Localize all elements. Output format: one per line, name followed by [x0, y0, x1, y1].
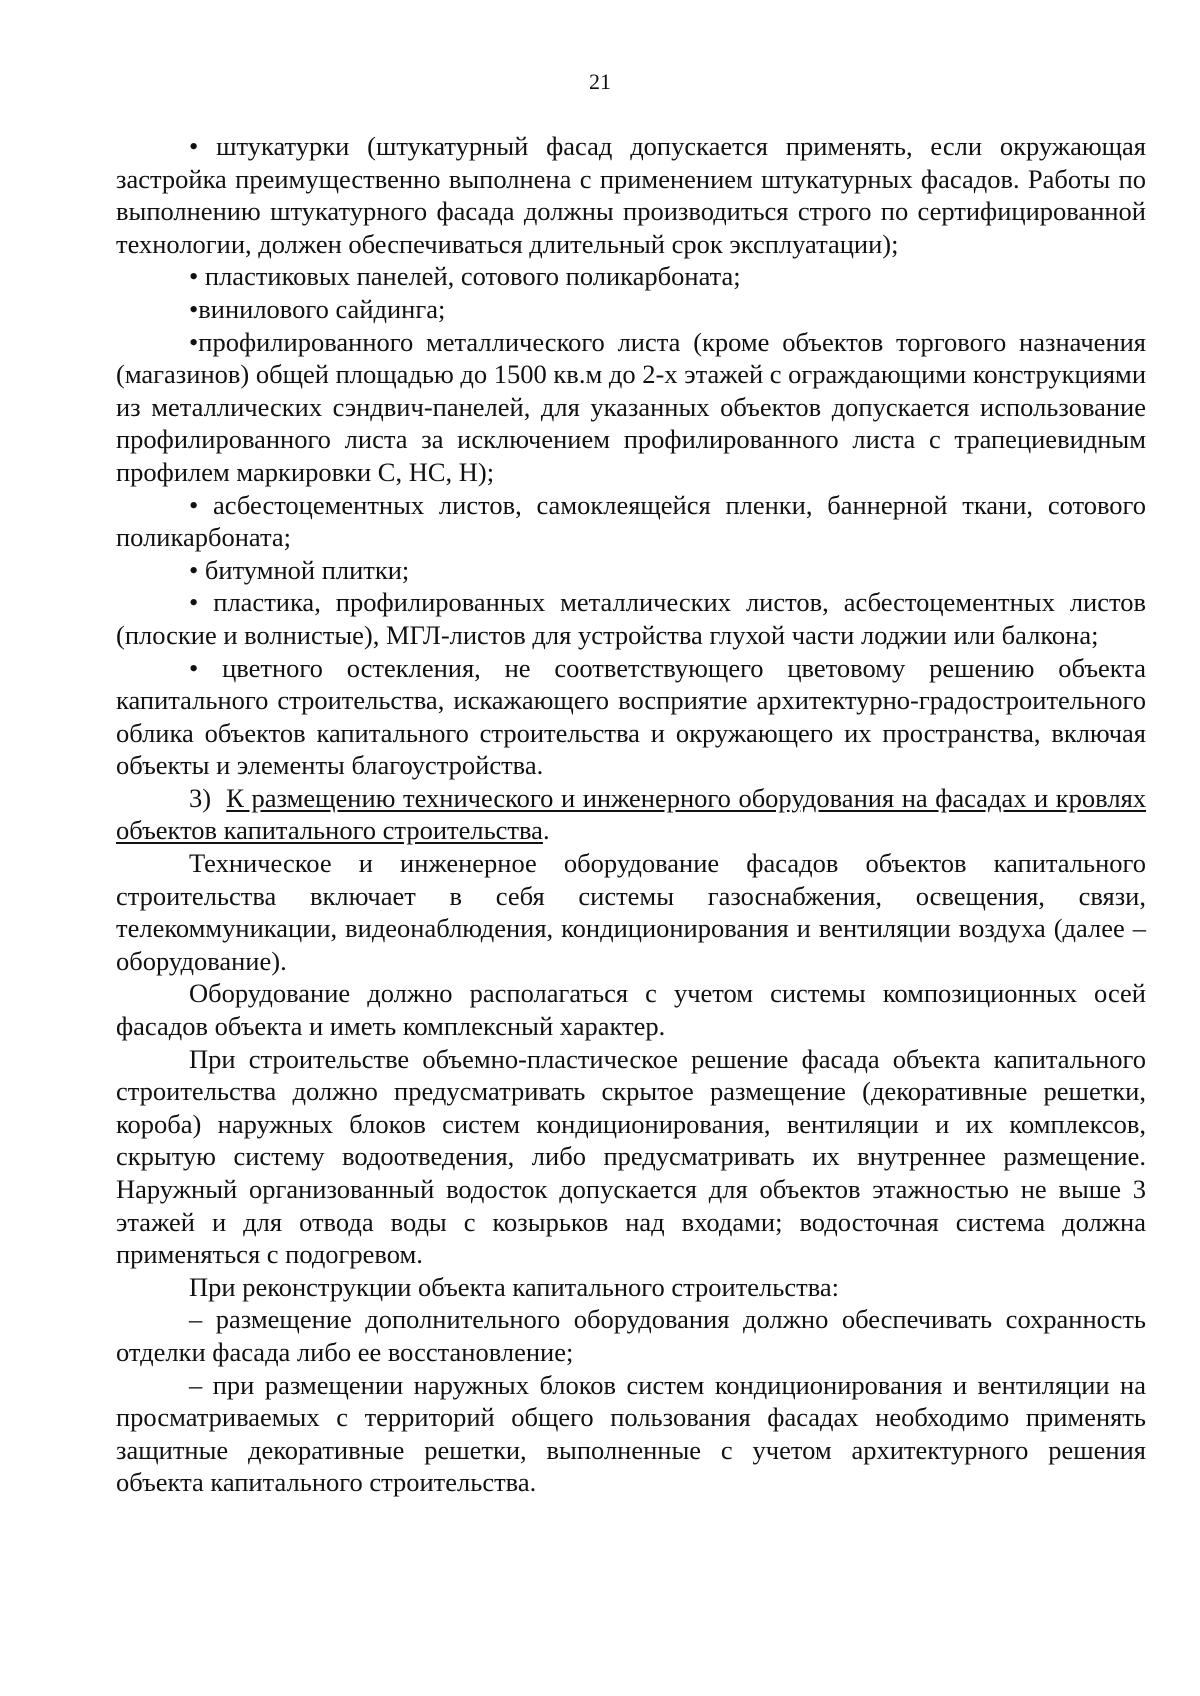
document-body: [116, 130, 1146, 1499]
page-number: 21: [589, 69, 611, 94]
paragraph-construction-hidden: При строительстве объемно-пластическое решение фасада объекта капитального строительства должно предусматривать скрытое размещение (декоративные решетки, короба) наружных блоков систем кондиционирования, вентиляции и их комплексов, скрытую систему водоотведения, либо предусматривать их внутреннее размещение. Наружный организованный водосток допускается для объектов этажностью не выше 3 этажей и для отвода воды с козырьков над входами; водосточная система должна применяться с подогревом.: [116, 1043, 1146, 1270]
paragraph-equipment-axes: Оборудование должно располагаться с учетом системы композиционных осей фасадов объекта и иметь комплексный характер.: [116, 978, 1146, 1042]
paragraph-bitumen-tile: • битумной плитки;: [189, 554, 410, 585]
section-heading-text: К размещению технического и инженерного оборудования на фасадах и кровлях объектов капитального строительства: [116, 782, 1147, 846]
paragraph-plastic-panels: • пластиковых панелей, сотового поликарбоната;: [189, 261, 741, 292]
paragraph-plaster: • штукатурки (штукатурный фасад допускается применять, если окружающая застройка преимущественно выполнена с применением штукатурных фасадов. Работы по выполнению штукатурного фасада должны производиться строго по сертифицированной технологии, должен обеспечиваться длительный срок эксплуатации);: [116, 131, 1146, 259]
paragraph-equipment-definition: Техническое и инженерное оборудование фасадов объектов капитального строительства включает в себя системы газоснабжения, освещения, связи, телекоммуникации, видеонаблюдения, кондиционирования и вентиляции воздуха (далее – оборудование).: [116, 848, 1146, 976]
paragraph-asbestos-sheets: • асбестоцементных листов, самоклеящейся пленки, баннерной ткани, сотового поликарбоната;: [116, 489, 1146, 553]
paragraph-profiled-sheet: •профилированного металлического листа (кроме объектов торгового назначения (магазинов) общей площадью до 1500 кв.м до 2-х этажей с ограждающими конструкциями из металлических сэндвич-панелей, для указанных объектов допускается использование профилированного листа за исключением профилированного листа с трапециевидным профилем маркировки С, НС, Н);: [116, 326, 1146, 487]
paragraph-plastic-loggia: • пластика, профилированных металлических листов, асбестоцементных листов (плоские и волнистые), МГЛ-листов для устройства глухой части лоджии или балкона;: [116, 587, 1146, 650]
paragraph-reconstruction-item-2: – при размещении наружных блоков систем кондиционирования и вентиляции на просматриваемых с территорий общего пользования фасадах необходимо применять защитные декоративные решетки, выполненные с учетом архитектурного решения объекта капитального строительства.: [116, 1369, 1146, 1498]
section-heading-end: .: [542, 815, 550, 846]
paragraph-colored-glazing: • цветного остекления, не соответствующего цветовому решению объекта капитального строительства, искажающего восприятие архитектурно-градостроительного облика объектов капитального строительства и окружающего их пространства, включая объекты и элементы благоустройства.: [116, 652, 1146, 781]
section-heading: [116, 782, 1146, 847]
paragraph-reconstruction-item-1: – размещение дополнительного оборудования должно обеспечивать сохранность отделки фасада либо ее восстановление;: [116, 1304, 1146, 1367]
paragraph-reconstruction-intro: При реконструкции объекта капитального строительства:: [189, 1271, 839, 1302]
section-number: 3): [189, 782, 212, 813]
paragraph-vinyl-siding: •винилового сайдинга;: [189, 293, 446, 324]
